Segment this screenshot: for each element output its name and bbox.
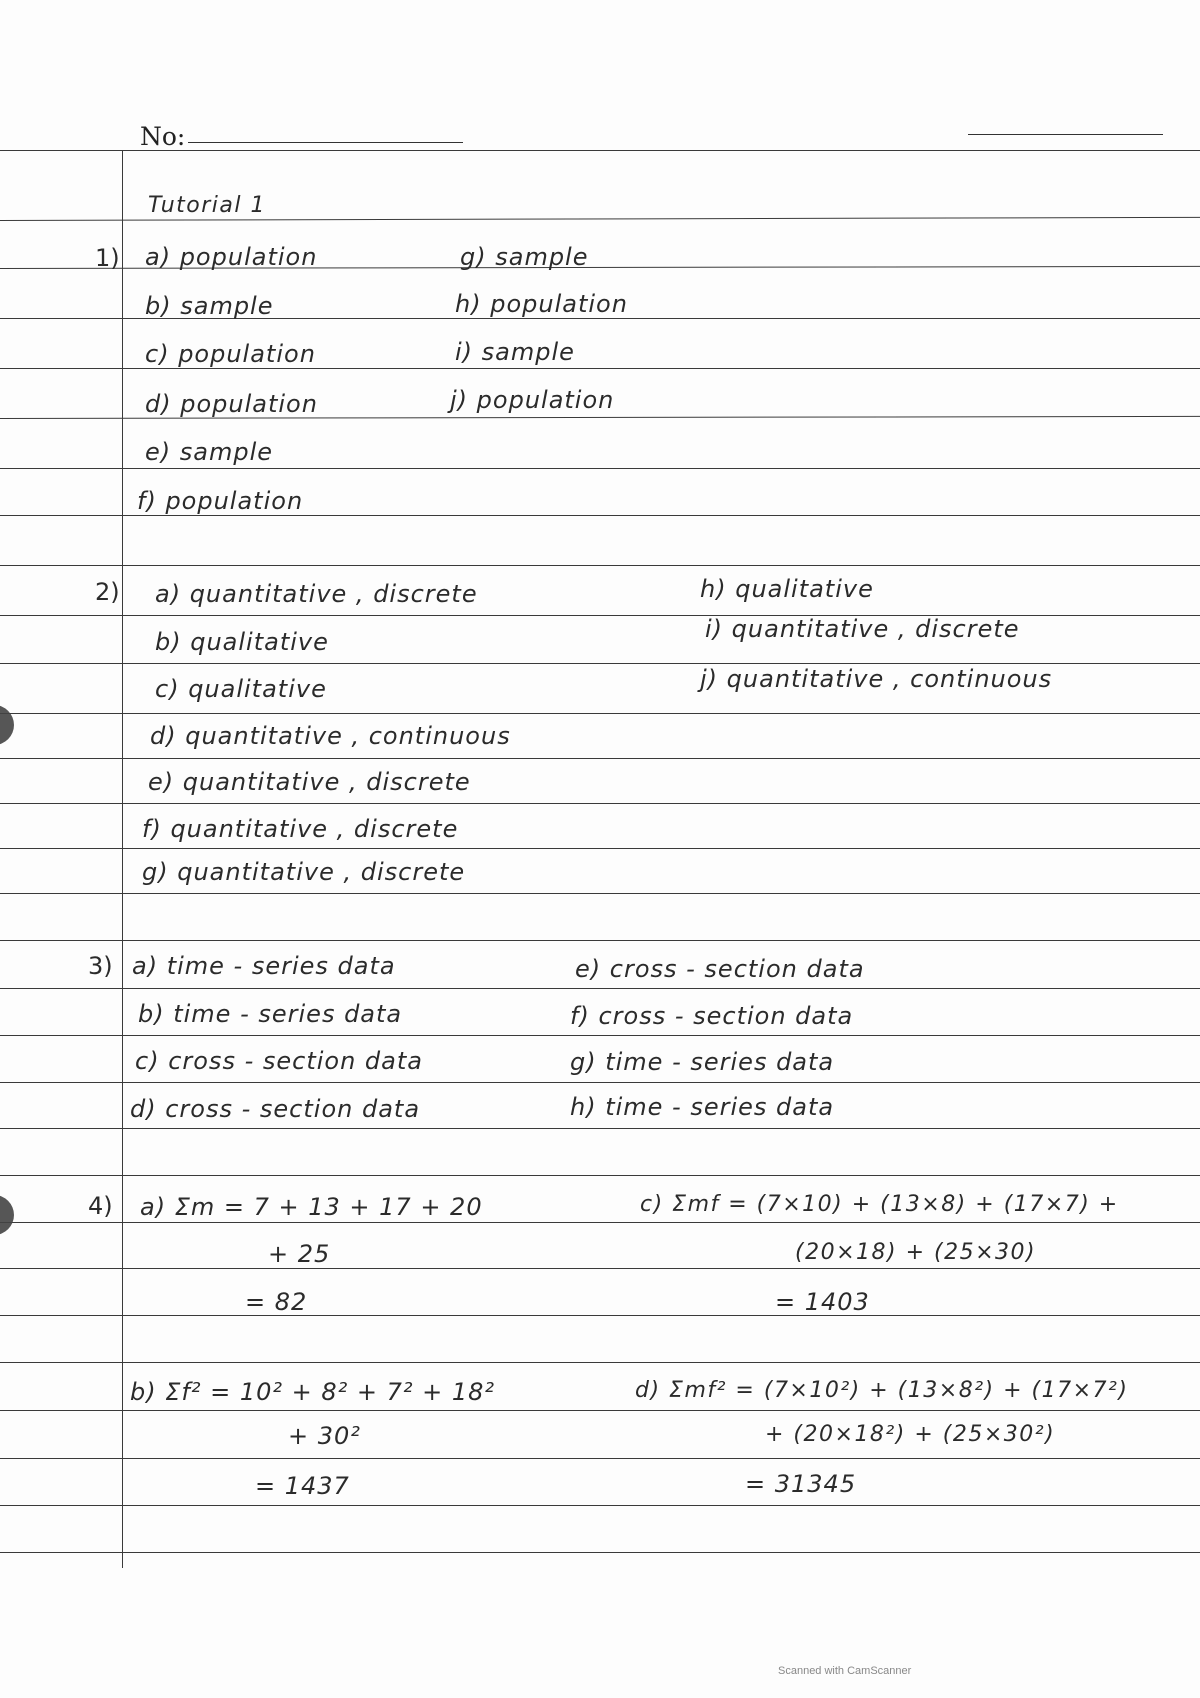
answer: e) quantitative , discrete: [148, 768, 471, 796]
rule-line: [0, 565, 1200, 566]
answer: c) population: [145, 340, 316, 368]
answer: h) time - series data: [570, 1093, 835, 1121]
rule-line: [0, 1410, 1200, 1411]
rule-line: [0, 1128, 1200, 1129]
answer: d) quantitative , continuous: [150, 722, 511, 750]
rule-line: [0, 988, 1200, 989]
q4b-line2: + 30²: [288, 1422, 361, 1450]
no-underline: [188, 142, 463, 143]
q4b-result: = 1437: [255, 1472, 350, 1500]
answer: b) qualitative: [155, 628, 329, 656]
answer: g) quantitative , discrete: [142, 858, 466, 886]
q4c-line1: c) Σmf = (7×10) + (13×8) + (17×7) +: [640, 1192, 1119, 1217]
q4b-line1: b) Σf² = 10² + 8² + 7² + 18²: [130, 1378, 496, 1406]
answer: a) quantitative , discrete: [155, 580, 478, 608]
answer: e) cross - section data: [575, 955, 865, 983]
q4d-line1: d) Σmf² = (7×10²) + (13×8²) + (17×7²): [635, 1378, 1129, 1403]
answer: f) cross - section data: [570, 1002, 854, 1030]
answer: a) population: [145, 243, 318, 271]
punch-hole: [0, 705, 14, 745]
q4a-line1: a) Σm = 7 + 13 + 17 + 20: [140, 1193, 483, 1221]
q4d-result: = 31345: [745, 1470, 857, 1498]
scanner-watermark: Scanned with CamScanner: [778, 1665, 912, 1677]
rule-line: [0, 1362, 1200, 1363]
no-label: No:: [140, 122, 186, 151]
answer: e) sample: [145, 438, 274, 466]
rule-line: [0, 1505, 1200, 1506]
rule-line: [0, 1268, 1200, 1269]
rule-line: [0, 468, 1200, 469]
question-number: 3): [88, 952, 113, 980]
rule-line: [0, 1315, 1200, 1316]
answer: g) time - series data: [570, 1048, 835, 1076]
rule-line: [0, 1222, 1200, 1223]
rule-line: [0, 848, 1200, 849]
question-number: 2): [95, 578, 120, 606]
page-title: Tutorial 1: [148, 193, 266, 218]
date-underline: [968, 134, 1163, 135]
answer: c) qualitative: [155, 675, 327, 703]
answer: b) sample: [145, 292, 274, 320]
q4d-line2: + (20×18²) + (25×30²): [765, 1422, 1056, 1447]
answer: d) cross - section data: [130, 1095, 421, 1123]
q4a-result: = 82: [245, 1288, 308, 1316]
rule-line: [0, 1175, 1200, 1176]
q4c-result: = 1403: [775, 1288, 870, 1316]
rule-line: [0, 803, 1200, 804]
rule-line: [0, 1035, 1200, 1036]
answer: h) population: [455, 290, 628, 318]
q4a-line2: + 25: [268, 1240, 331, 1268]
answer: d) population: [145, 390, 318, 418]
answer: f) quantitative , discrete: [142, 815, 459, 843]
rule-line: [0, 1082, 1200, 1083]
answer: h) qualitative: [700, 575, 874, 603]
punch-hole: [0, 1195, 14, 1235]
question-number: 1): [95, 244, 120, 272]
rule-line: [0, 1552, 1200, 1553]
rule-line: [0, 1458, 1200, 1459]
answer: i) sample: [455, 338, 575, 366]
answer: g) sample: [460, 243, 589, 271]
answer: c) cross - section data: [135, 1047, 423, 1075]
rule-line: [0, 893, 1200, 894]
margin-line: [122, 150, 123, 1568]
rule-line: [0, 663, 1200, 664]
q4c-line2: (20×18) + (25×30): [795, 1240, 1037, 1265]
answer: a) time - series data: [132, 952, 396, 980]
answer: i) quantitative , discrete: [705, 615, 1020, 643]
answer: b) time - series data: [138, 1000, 403, 1028]
question-number: 4): [88, 1192, 113, 1220]
rule-line: [0, 940, 1200, 941]
answer: j) quantitative , continuous: [700, 665, 1053, 693]
answer: j) population: [450, 386, 615, 414]
rule-line: [0, 515, 1200, 516]
rule-line: [0, 615, 1200, 616]
rule-line: [0, 368, 1200, 369]
answer: f) population: [137, 487, 304, 515]
rule-line: [0, 758, 1200, 759]
rule-line: [0, 713, 1200, 714]
